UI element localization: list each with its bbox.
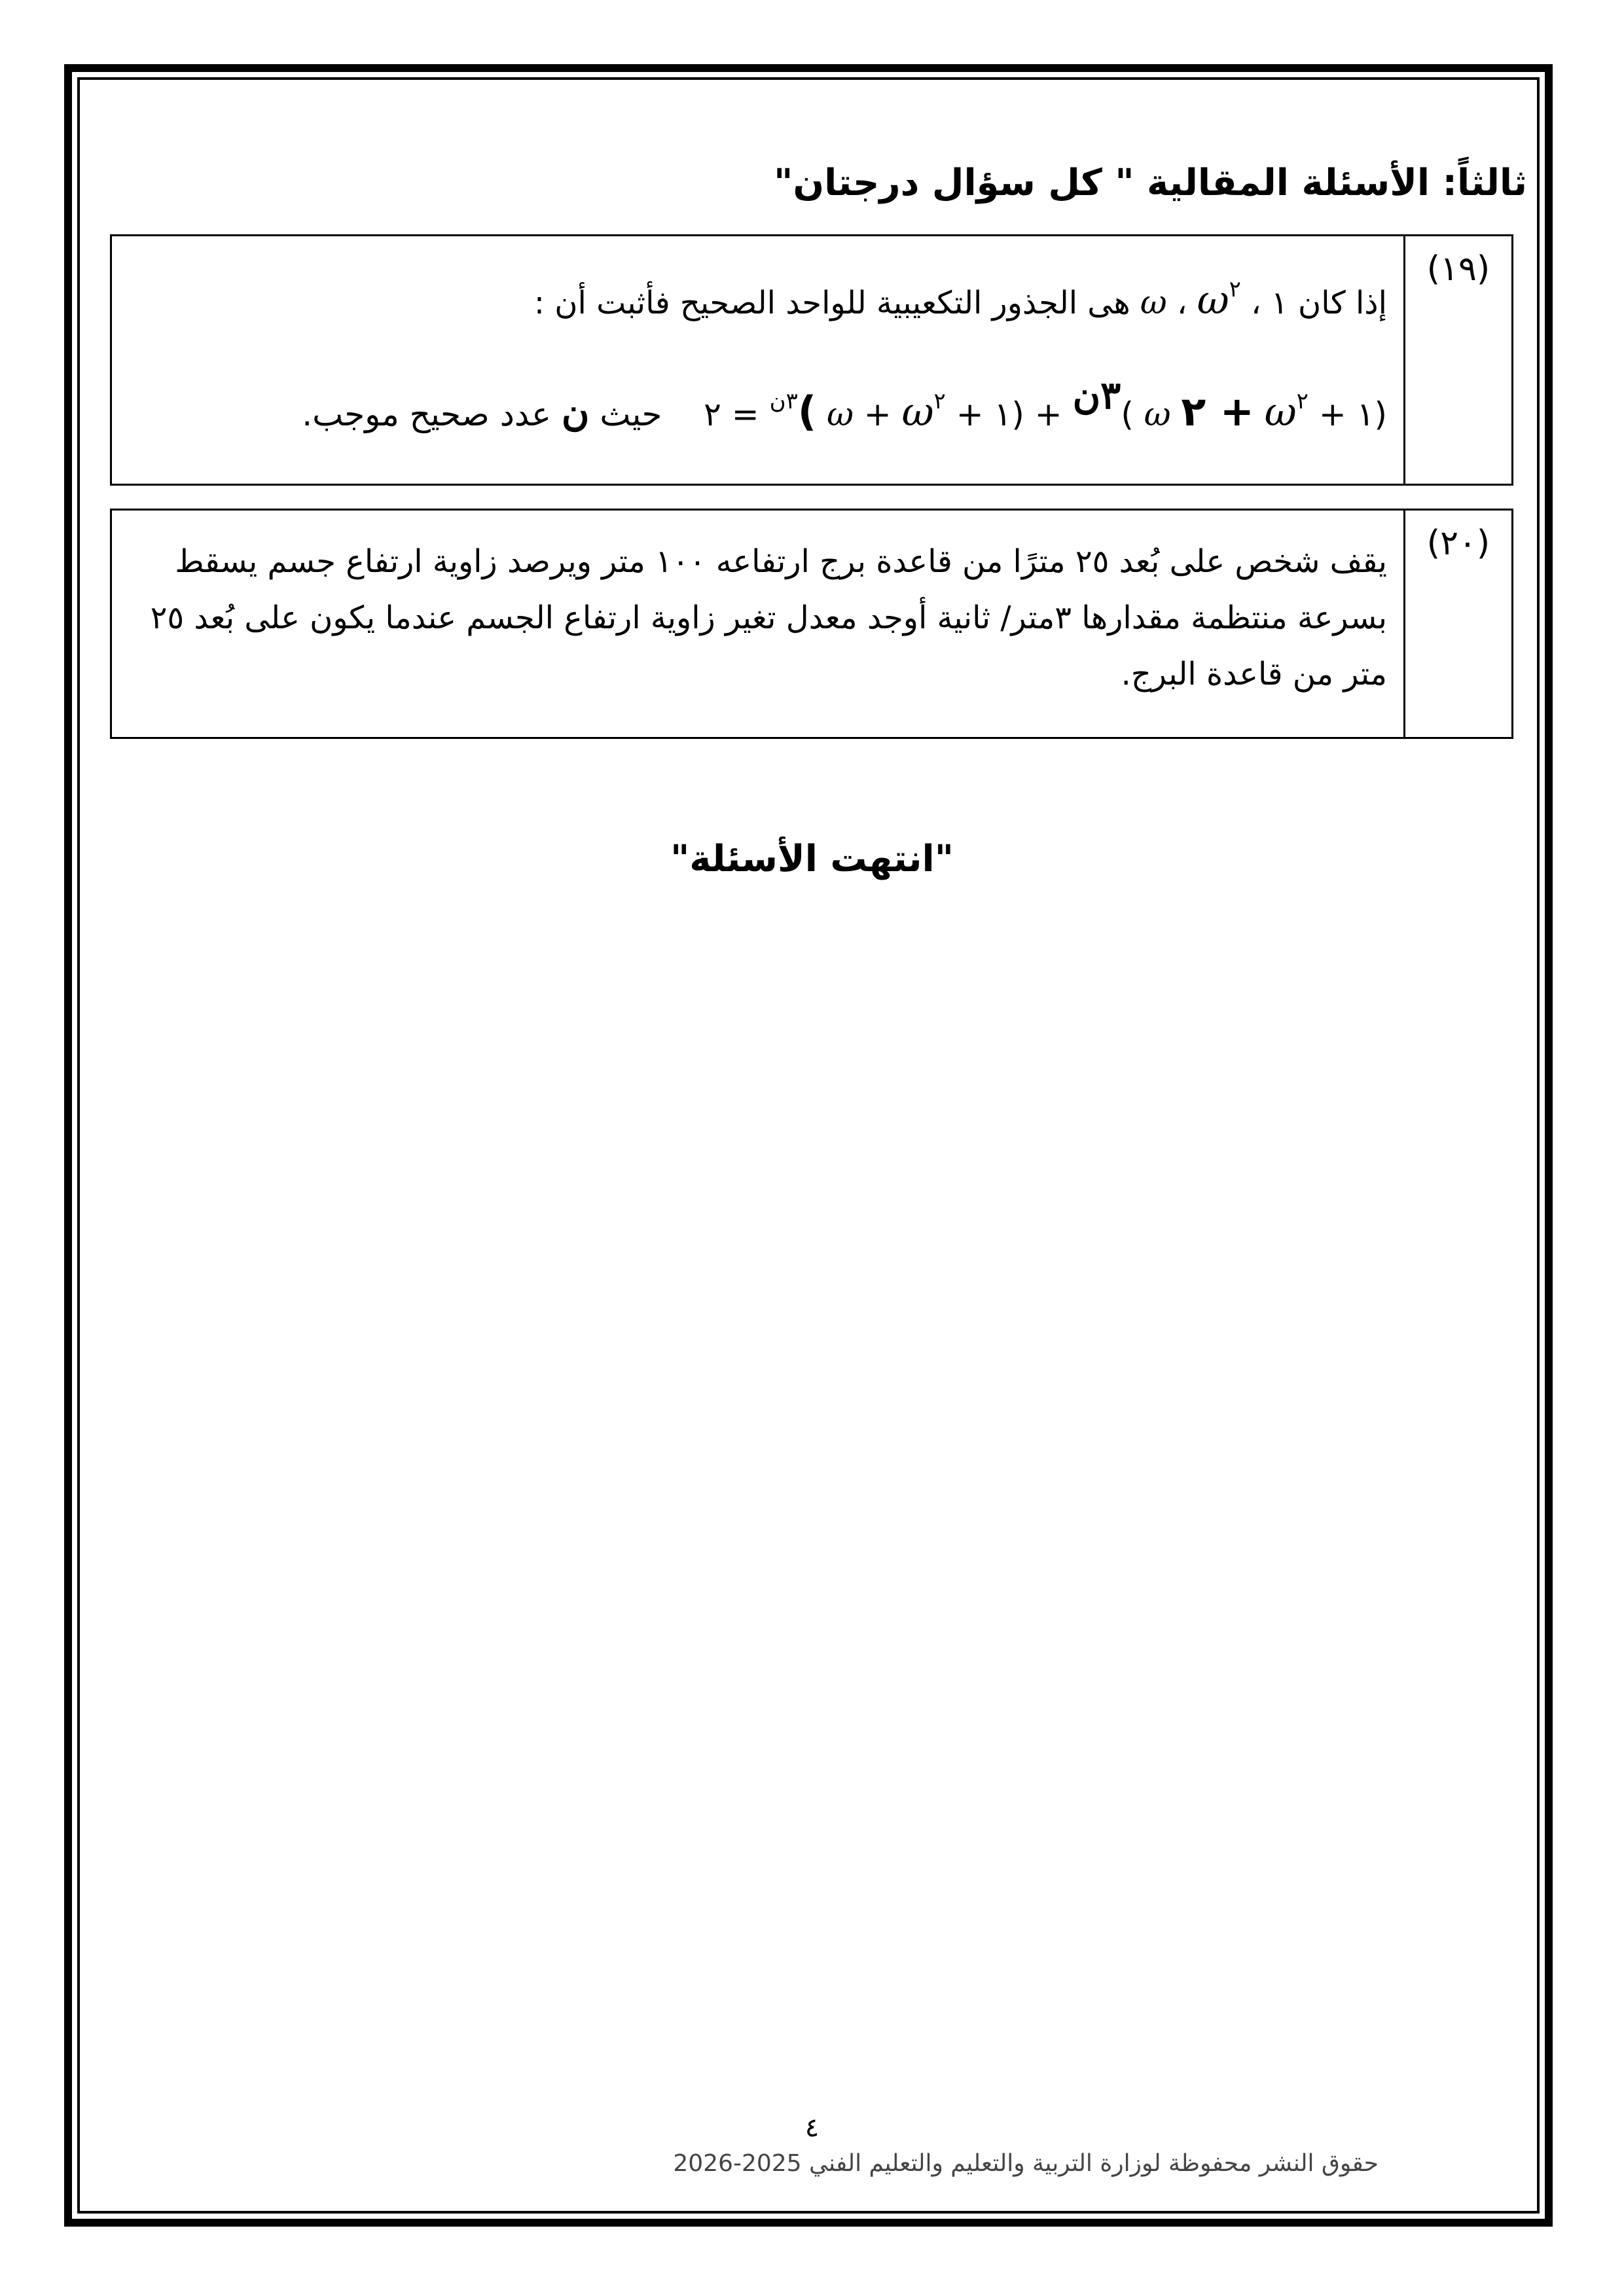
- intro-one: ١ ،: [1251, 285, 1288, 321]
- intro-separator: ،: [1176, 285, 1187, 321]
- end-of-questions-note: "انتهت الأسئلة": [670, 838, 954, 880]
- omega-symbol: ω: [1264, 389, 1297, 435]
- question-19-statement: [534, 274, 1387, 332]
- omega-symbol: ω: [1144, 395, 1171, 433]
- intro-prefix: إذا كان: [1297, 285, 1387, 321]
- equation-term: ): [1121, 395, 1134, 433]
- where-word: حيث: [600, 395, 662, 433]
- equation-term: + (١ +: [956, 395, 1062, 433]
- question-19-box: [110, 234, 1513, 486]
- omega-symbol: ω: [1140, 283, 1167, 321]
- section-title: ثالثاً: الأسئلة المقالية " كل سؤال درجتان": [774, 162, 1527, 204]
- exponent: ٢: [1229, 276, 1241, 302]
- question-20-text: يقف شخص على بُعد ٢٥ مترًا من قاعدة برج ارتفاعه ١٠٠ متر ويرصد زاوية ارتفاع جسم يسقط بسرعة منتظمة مقدارها ٣متر/ ثانية أوجد معدل تغير زاوية ارتفاع الجسم عندما يكون على بُعد ٢٥ متر من قاعدة البرج.: [150, 543, 1387, 692]
- question-20-box: [110, 509, 1513, 739]
- equation-term: (١ +: [1318, 395, 1387, 433]
- omega-symbol: ω: [901, 389, 934, 435]
- question-19-equation: [302, 373, 1387, 444]
- question-number: (١٩): [1403, 236, 1511, 484]
- equation-tail: عدد صحيح موجب.: [302, 395, 551, 433]
- omega-symbol: ω: [1197, 278, 1229, 323]
- equation-term: +: [863, 395, 892, 433]
- exponent: ٣ن: [1072, 373, 1121, 418]
- exponent: ٣ن: [769, 388, 798, 414]
- equation-term: + ٢: [1181, 387, 1254, 435]
- variable-n: ن: [561, 390, 590, 435]
- question-number: (٢٠): [1403, 511, 1511, 737]
- exponent: ٢: [1296, 388, 1308, 414]
- equation-term: ): [797, 387, 817, 435]
- exponent: ٢: [933, 388, 946, 414]
- equation-term: = ٢: [704, 395, 759, 433]
- intro-suffix: هى الجذور التكعيبية للواحد الصحيح فأثبت أن :: [533, 285, 1130, 321]
- copyright-notice: حقوق النشر محفوظة لوزارة التربية والتعليم والتعليم الفني 2025-2026: [673, 2150, 1379, 2177]
- page-number: ٤: [804, 2113, 820, 2143]
- omega-symbol: ω: [827, 395, 854, 433]
